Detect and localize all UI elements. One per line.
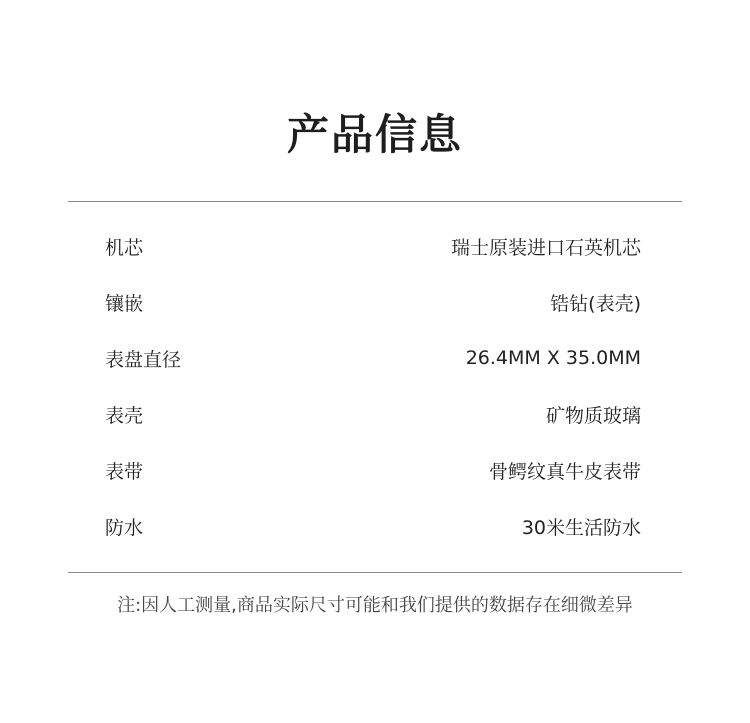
spec-label: 镶嵌 — [105, 292, 144, 315]
spec-value: 锆钻(表壳) — [550, 292, 641, 315]
spec-label: 表盘直径 — [105, 348, 182, 371]
spec-list — [105, 218, 641, 554]
spec-label: 防水 — [105, 516, 144, 539]
spec-value: 26.4MM X 35.0MM — [465, 347, 641, 369]
spec-row-inlay — [105, 274, 641, 330]
spec-value: 瑞士原装进口石英机芯 — [450, 236, 641, 259]
spec-value: 骨鳄纹真牛皮表带 — [488, 460, 641, 483]
spec-label: 表带 — [105, 460, 144, 483]
bottom-divider — [68, 572, 682, 573]
spec-row-water-resistance — [105, 498, 641, 554]
top-divider — [68, 201, 682, 202]
spec-value: 矿物质玻璃 — [545, 404, 641, 427]
spec-row-dial-size — [105, 330, 641, 386]
spec-label: 表壳 — [105, 404, 144, 427]
spec-row-movement — [105, 218, 641, 274]
spec-row-case — [105, 386, 641, 442]
page-title: 产品信息 — [286, 110, 463, 159]
spec-value: 30米生活防水 — [521, 516, 641, 539]
spec-label: 机芯 — [105, 236, 144, 259]
spec-row-strap — [105, 442, 641, 498]
measurement-note: 注:因人工测量,商品实际尺寸可能和我们提供的数据存在细微差异 — [117, 595, 633, 616]
